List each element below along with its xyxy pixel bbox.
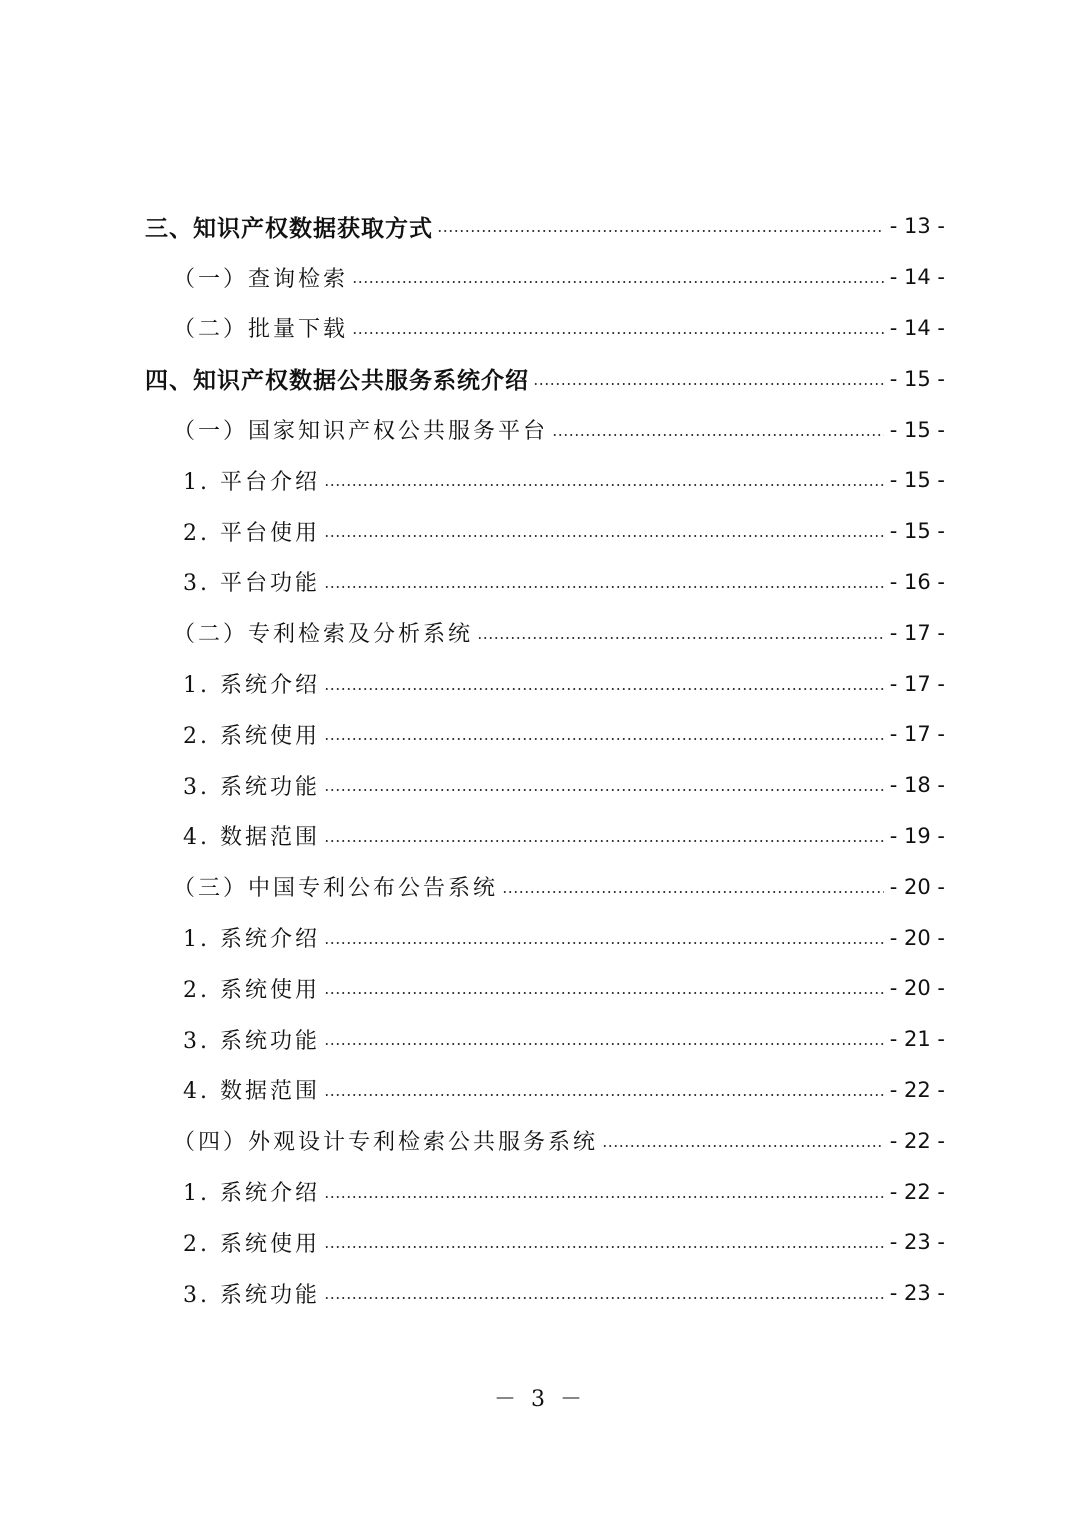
toc-entry-page: - 18 -	[889, 773, 945, 798]
toc-entry[interactable]	[0, 557, 1080, 608]
toc-entry-page: - 23 -	[889, 1281, 945, 1306]
dot-leader	[502, 891, 884, 893]
dot-leader	[324, 484, 884, 486]
toc-entry-page: - 15 -	[889, 417, 945, 442]
dot-leader	[352, 332, 884, 334]
toc-entry[interactable]	[0, 506, 1080, 557]
toc-entry[interactable]	[0, 760, 1080, 811]
dot-leader	[324, 1196, 884, 1198]
dot-leader	[477, 637, 884, 639]
toc-entry-page: - 20 -	[889, 874, 945, 899]
toc-entry[interactable]	[0, 455, 1080, 506]
toc-entry-title: 3. 系统功能	[183, 1282, 320, 1308]
toc-entry-title: 3. 系统功能	[183, 1028, 320, 1054]
table-of-contents	[0, 201, 1080, 1319]
dot-leader	[324, 535, 884, 537]
toc-entry[interactable]	[0, 811, 1080, 862]
dot-leader	[324, 738, 884, 740]
toc-entry-page: - 20 -	[889, 976, 945, 1001]
toc-entry-title: （一）查询检索	[173, 266, 349, 292]
toc-entry-page: - 19 -	[889, 823, 945, 848]
dot-leader	[324, 942, 884, 944]
toc-entry[interactable]	[0, 607, 1080, 658]
dot-leader	[324, 688, 884, 690]
toc-entry[interactable]	[0, 1014, 1080, 1065]
toc-entry[interactable]	[0, 1268, 1080, 1319]
toc-entry[interactable]	[0, 303, 1080, 354]
toc-entry[interactable]	[0, 252, 1080, 303]
toc-entry-title: （三）中国专利公布公告系统	[173, 876, 499, 902]
toc-entry-page: - 21 -	[889, 1027, 945, 1052]
toc-entry-page: - 17 -	[889, 671, 945, 696]
toc-entry[interactable]	[0, 963, 1080, 1014]
toc-entry-title: 2. 系统使用	[183, 1231, 320, 1257]
toc-entry-page: - 22 -	[889, 1077, 945, 1102]
toc-entry-title: （二）批量下载	[173, 317, 349, 343]
dot-leader	[552, 434, 884, 436]
toc-entry-page: - 14 -	[889, 265, 945, 290]
toc-entry-title: 1. 系统介绍	[183, 673, 320, 699]
toc-entry[interactable]	[0, 861, 1080, 912]
toc-entry-page: - 16 -	[889, 569, 945, 594]
dot-leader	[533, 383, 884, 385]
dot-leader	[324, 1246, 884, 1248]
toc-entry-title: 2. 平台使用	[183, 520, 320, 546]
toc-entry-page: - 14 -	[889, 315, 945, 340]
toc-entry[interactable]	[0, 912, 1080, 963]
toc-entry-title: （四）外观设计专利检索公共服务系统	[173, 1130, 599, 1156]
page-number: － 3 －	[494, 1387, 586, 1412]
dot-leader	[324, 1043, 884, 1045]
toc-entry[interactable]	[0, 404, 1080, 455]
toc-entry-title: 4. 数据范围	[183, 825, 320, 851]
toc-entry-title: 3. 系统功能	[183, 774, 320, 800]
toc-entry-page: - 15 -	[889, 519, 945, 544]
toc-entry-title: 2. 系统使用	[183, 977, 320, 1003]
toc-entry-title: （一）国家知识产权公共服务平台	[173, 419, 549, 445]
dot-leader	[324, 1094, 884, 1096]
dot-leader	[324, 586, 884, 588]
dot-leader	[324, 992, 884, 994]
dot-leader	[324, 789, 884, 791]
toc-entry[interactable]	[0, 353, 1080, 404]
toc-entry-page: - 15 -	[889, 366, 945, 391]
toc-entry-title: 四、知识产权数据公共服务系统介绍	[145, 368, 529, 395]
toc-entry-title: 2. 系统使用	[183, 723, 320, 749]
toc-entry-page: - 15 -	[889, 468, 945, 493]
toc-entry-title: 1. 系统介绍	[183, 1181, 320, 1207]
toc-entry[interactable]	[0, 1065, 1080, 1116]
toc-entry-title: （二）专利检索及分析系统	[173, 622, 474, 648]
dot-leader	[602, 1145, 884, 1147]
toc-entry[interactable]	[0, 658, 1080, 709]
dot-leader	[324, 1297, 884, 1299]
dot-leader	[352, 281, 884, 283]
toc-entry[interactable]	[0, 1166, 1080, 1217]
toc-entry-page: - 20 -	[889, 925, 945, 950]
toc-entry-title: 4. 数据范围	[183, 1079, 320, 1105]
toc-entry-page: - 22 -	[889, 1128, 945, 1153]
toc-entry-title: 1. 平台介绍	[183, 469, 320, 495]
toc-entry-title: 3. 平台功能	[183, 571, 320, 597]
dot-leader	[324, 840, 884, 842]
toc-entry-page: - 17 -	[889, 620, 945, 645]
toc-entry[interactable]	[0, 1115, 1080, 1166]
toc-entry[interactable]	[0, 1217, 1080, 1268]
toc-entry[interactable]	[0, 709, 1080, 760]
toc-entry-title: 1. 系统介绍	[183, 927, 320, 953]
toc-entry-title: 三、知识产权数据获取方式	[145, 215, 433, 242]
toc-entry[interactable]	[0, 201, 1080, 252]
toc-entry-page: - 22 -	[889, 1179, 945, 1204]
dot-leader	[437, 230, 884, 232]
toc-entry-page: - 13 -	[889, 214, 945, 239]
toc-entry-page: - 23 -	[889, 1230, 945, 1255]
toc-entry-page: - 17 -	[889, 722, 945, 747]
